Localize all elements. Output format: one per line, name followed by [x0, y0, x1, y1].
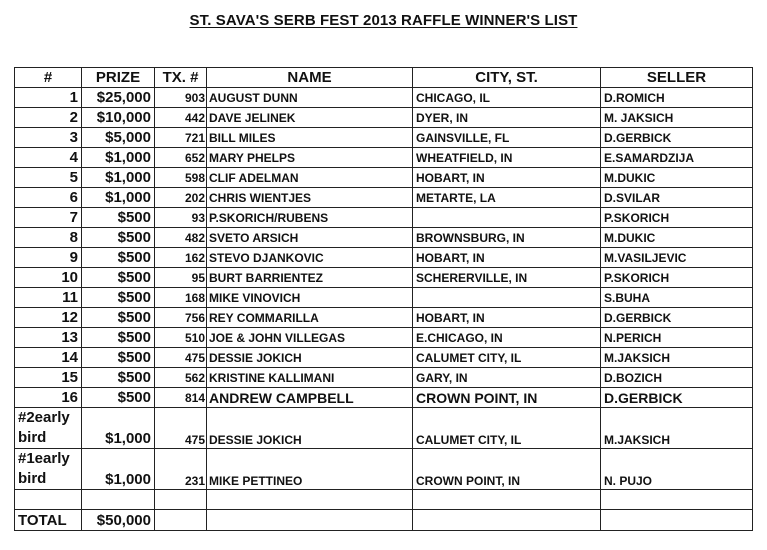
city-cell: HOBART, IN [413, 308, 601, 328]
blank-cell [15, 490, 82, 510]
prize-cell: $500 [82, 248, 155, 268]
number-cell: 10 [15, 268, 82, 288]
early-bird-row [15, 408, 753, 449]
name-cell: BILL MILES [207, 128, 413, 148]
blank-cell [207, 490, 413, 510]
early-bird-label-line2: bird [18, 470, 47, 487]
winner-rows [15, 88, 753, 408]
ticket-cell: 202 [155, 188, 207, 208]
name-cell: BURT BARRIENTEZ [207, 268, 413, 288]
number-cell: 15 [15, 368, 82, 388]
ticket-cell: 756 [155, 308, 207, 328]
ticket-cell: 475 [155, 348, 207, 368]
header-number: # [15, 68, 82, 88]
city-cell: DYER, IN [413, 108, 601, 128]
prize-cell: $500 [82, 328, 155, 348]
winner-row [15, 388, 753, 408]
seller-cell: N. PUJO [601, 449, 753, 490]
prize-cell: $1,000 [82, 408, 155, 449]
winner-row [15, 288, 753, 308]
blank-cell [413, 510, 601, 531]
blank-cell [155, 490, 207, 510]
name-cell: DAVE JELINEK [207, 108, 413, 128]
prize-cell: $1,000 [82, 188, 155, 208]
number-cell: 12 [15, 308, 82, 328]
prize-cell: $1,000 [82, 449, 155, 490]
number-cell: 7 [15, 208, 82, 228]
city-cell: CHICAGO, IL [413, 88, 601, 108]
header-row [15, 68, 753, 88]
early-bird-label [15, 408, 82, 449]
ticket-cell: 721 [155, 128, 207, 148]
number-cell: 5 [15, 168, 82, 188]
header-name: NAME [207, 68, 413, 88]
ticket-cell: 652 [155, 148, 207, 168]
number-cell: 3 [15, 128, 82, 148]
seller-cell: P.SKORICH [601, 268, 753, 288]
winner-row [15, 268, 753, 288]
seller-cell: N.PERICH [601, 328, 753, 348]
seller-cell: M. JAKSICH [601, 108, 753, 128]
blank-cell [601, 490, 753, 510]
name-cell: MARY PHELPS [207, 148, 413, 168]
ticket-cell: 814 [155, 388, 207, 408]
city-cell: METARTE, LA [413, 188, 601, 208]
total-label: TOTAL [15, 510, 82, 531]
seller-cell: D.GERBICK [601, 128, 753, 148]
early-bird-label-line1: #2early [18, 409, 70, 426]
prize-cell: $500 [82, 208, 155, 228]
prize-cell: $500 [82, 368, 155, 388]
total-amount: $50,000 [82, 510, 155, 531]
early-bird-row [15, 449, 753, 490]
seller-cell: P.SKORICH [601, 208, 753, 228]
city-cell: BROWNSBURG, IN [413, 228, 601, 248]
number-cell: 9 [15, 248, 82, 268]
ticket-cell: 162 [155, 248, 207, 268]
ticket-cell: 168 [155, 288, 207, 308]
seller-cell: M.DUKIC [601, 168, 753, 188]
blank-cell [207, 510, 413, 531]
total-row [15, 510, 753, 531]
prize-cell: $10,000 [82, 108, 155, 128]
prize-cell: $500 [82, 388, 155, 408]
name-cell: AUGUST DUNN [207, 88, 413, 108]
city-cell [413, 288, 601, 308]
number-cell: 11 [15, 288, 82, 308]
name-cell: MIKE PETTINEO [207, 449, 413, 490]
winner-row [15, 188, 753, 208]
prize-cell: $25,000 [82, 88, 155, 108]
winner-row [15, 328, 753, 348]
number-cell: 4 [15, 148, 82, 168]
city-cell [413, 208, 601, 228]
ticket-cell: 475 [155, 408, 207, 449]
prize-cell: $5,000 [82, 128, 155, 148]
ticket-cell: 903 [155, 88, 207, 108]
number-cell: 13 [15, 328, 82, 348]
number-cell: 8 [15, 228, 82, 248]
prize-cell: $1,000 [82, 168, 155, 188]
winner-row [15, 108, 753, 128]
blank-cell [601, 510, 753, 531]
early-bird-label-line2: bird [18, 429, 47, 446]
number-cell: 6 [15, 188, 82, 208]
name-cell: DESSIE JOKICH [207, 408, 413, 449]
city-cell: HOBART, IN [413, 168, 601, 188]
city-cell: CALUMET CITY, IL [413, 408, 601, 449]
name-cell: ANDREW CAMPBELL [207, 388, 413, 408]
city-cell: SCHERERVILLE, IN [413, 268, 601, 288]
prize-cell: $500 [82, 228, 155, 248]
city-cell: CROWN POINT, IN [413, 449, 601, 490]
winner-row [15, 168, 753, 188]
city-cell: WHEATFIELD, IN [413, 148, 601, 168]
winner-row [15, 308, 753, 328]
seller-cell: M.JAKSICH [601, 348, 753, 368]
seller-cell: M.DUKIC [601, 228, 753, 248]
number-cell: 2 [15, 108, 82, 128]
header-seller: SELLER [601, 68, 753, 88]
header-city: CITY, ST. [413, 68, 601, 88]
city-cell: HOBART, IN [413, 248, 601, 268]
number-cell: 16 [15, 388, 82, 408]
city-cell: CALUMET CITY, IL [413, 348, 601, 368]
prize-cell: $1,000 [82, 148, 155, 168]
winner-row [15, 148, 753, 168]
winner-row [15, 128, 753, 148]
ticket-cell: 231 [155, 449, 207, 490]
ticket-cell: 442 [155, 108, 207, 128]
name-cell: DESSIE JOKICH [207, 348, 413, 368]
ticket-cell: 510 [155, 328, 207, 348]
winner-row [15, 248, 753, 268]
seller-cell: S.BUHA [601, 288, 753, 308]
seller-cell: D.SVILAR [601, 188, 753, 208]
ticket-cell: 482 [155, 228, 207, 248]
seller-cell: M.VASILJEVIC [601, 248, 753, 268]
prize-cell: $500 [82, 288, 155, 308]
seller-cell: M.JAKSICH [601, 408, 753, 449]
seller-cell: D.BOZICH [601, 368, 753, 388]
city-cell: CROWN POINT, IN [413, 388, 601, 408]
winner-row [15, 208, 753, 228]
prize-cell: $500 [82, 308, 155, 328]
ticket-cell: 95 [155, 268, 207, 288]
winner-row [15, 368, 753, 388]
early-bird-label-line1: #1early [18, 450, 70, 467]
seller-cell: D.ROMICH [601, 88, 753, 108]
ticket-cell: 562 [155, 368, 207, 388]
blank-cell [155, 510, 207, 531]
winner-row [15, 228, 753, 248]
city-cell: E.CHICAGO, IN [413, 328, 601, 348]
city-cell: GAINSVILLE, FL [413, 128, 601, 148]
header-ticket: TX. # [155, 68, 207, 88]
name-cell: MIKE VINOVICH [207, 288, 413, 308]
blank-row [15, 490, 753, 510]
early-bird-label [15, 449, 82, 490]
prize-cell: $500 [82, 348, 155, 368]
name-cell: CHRIS WIENTJES [207, 188, 413, 208]
name-cell: STEVO DJANKOVIC [207, 248, 413, 268]
name-cell: SVETO ARSICH [207, 228, 413, 248]
blank-cell [413, 490, 601, 510]
city-cell: GARY, IN [413, 368, 601, 388]
name-cell: REY COMMARILLA [207, 308, 413, 328]
header-prize: PRIZE [82, 68, 155, 88]
blank-cell [82, 490, 155, 510]
seller-cell: D.GERBICK [601, 388, 753, 408]
ticket-cell: 93 [155, 208, 207, 228]
name-cell: KRISTINE KALLIMANI [207, 368, 413, 388]
prize-cell: $500 [82, 268, 155, 288]
seller-cell: E.SAMARDZIJA [601, 148, 753, 168]
winners-table [14, 67, 753, 531]
name-cell: CLIF ADELMAN [207, 168, 413, 188]
name-cell: P.SKORICH/RUBENS [207, 208, 413, 228]
winner-row [15, 88, 753, 108]
winner-row [15, 348, 753, 368]
name-cell: JOE & JOHN VILLEGAS [207, 328, 413, 348]
list-title: ST. SAVA'S SERB FEST 2013 RAFFLE WINNER'S LIST [189, 12, 578, 29]
number-cell: 1 [15, 88, 82, 108]
number-cell: 14 [15, 348, 82, 368]
seller-cell: D.GERBICK [601, 308, 753, 328]
ticket-cell: 598 [155, 168, 207, 188]
